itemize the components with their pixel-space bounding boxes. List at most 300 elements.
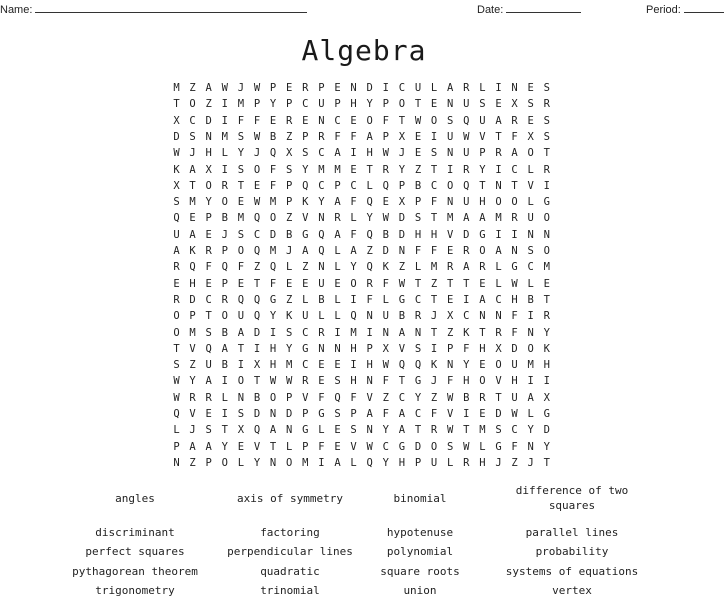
grid-letter[interactable]: I <box>318 456 325 469</box>
grid-letter[interactable]: L <box>382 293 389 306</box>
grid-letter[interactable]: S <box>543 82 550 94</box>
grid-letter[interactable]: Y <box>205 196 212 209</box>
grid-letter[interactable]: O <box>479 375 486 388</box>
grid-letter[interactable]: O <box>205 179 212 192</box>
grid-letter[interactable]: F <box>350 228 357 241</box>
grid-letter[interactable]: K <box>382 261 389 274</box>
grid-letter[interactable]: S <box>350 424 357 437</box>
grid-letter[interactable]: C <box>511 163 518 176</box>
grid-letter[interactable]: X <box>382 342 389 355</box>
grid-letter[interactable]: Z <box>414 163 422 176</box>
grid-letter[interactable]: N <box>447 196 454 209</box>
grid-letter[interactable]: I <box>253 342 261 355</box>
grid-letter[interactable]: J <box>495 456 502 469</box>
grid-letter[interactable]: I <box>463 408 470 420</box>
grid-letter[interactable]: T <box>463 277 470 290</box>
grid-letter[interactable]: P <box>302 130 309 143</box>
grid-letter[interactable]: K <box>286 310 293 323</box>
grid-letter[interactable]: C <box>398 391 406 404</box>
grid-letter[interactable]: Y <box>221 440 228 453</box>
grid-letter[interactable]: F <box>382 114 389 127</box>
grid-letter[interactable]: D <box>511 342 518 355</box>
grid-letter[interactable]: Q <box>334 391 341 404</box>
grid-letter[interactable]: E <box>237 440 245 453</box>
grid-letter[interactable]: D <box>543 424 550 437</box>
grid-letter[interactable]: V <box>479 130 486 143</box>
grid-letter[interactable]: U <box>173 228 180 241</box>
grid-letter[interactable]: M <box>430 261 438 274</box>
grid-letter[interactable]: G <box>269 293 277 306</box>
grid-letter[interactable]: O <box>511 196 518 209</box>
grid-letter[interactable]: F <box>414 245 422 257</box>
grid-letter[interactable]: A <box>495 114 502 127</box>
grid-letter[interactable]: Z <box>286 293 293 306</box>
grid-letter[interactable]: O <box>237 245 245 257</box>
grid-letter[interactable]: M <box>189 196 196 209</box>
grid-letter[interactable]: L <box>495 277 502 290</box>
grid-letter[interactable]: O <box>173 326 180 339</box>
grid-letter[interactable]: I <box>350 147 357 160</box>
grid-letter[interactable]: A <box>205 440 212 453</box>
grid-letter[interactable]: F <box>511 310 518 323</box>
grid-letter[interactable]: F <box>430 245 438 257</box>
grid-letter[interactable]: D <box>398 212 406 225</box>
grid-letter[interactable]: Z <box>205 98 212 111</box>
grid-letter[interactable]: H <box>269 342 277 355</box>
grid-letter[interactable]: Y <box>543 326 550 339</box>
grid-letter[interactable]: S <box>479 98 486 111</box>
grid-letter[interactable]: C <box>511 424 518 437</box>
grid-letter[interactable]: D <box>463 228 470 241</box>
grid-letter[interactable]: N <box>334 342 341 355</box>
grid-letter[interactable]: S <box>205 326 212 339</box>
grid-letter[interactable]: M <box>543 261 550 274</box>
grid-letter[interactable]: U <box>479 114 486 127</box>
grid-letter[interactable]: I <box>463 293 470 306</box>
grid-letter[interactable]: I <box>495 163 502 176</box>
grid-letter[interactable]: I <box>447 163 454 176</box>
grid-letter[interactable]: L <box>430 82 438 94</box>
grid-letter[interactable]: R <box>495 147 502 160</box>
grid-letter[interactable]: I <box>237 359 245 372</box>
grid-letter[interactable]: F <box>382 408 389 420</box>
grid-letter[interactable]: T <box>398 375 406 388</box>
grid-letter[interactable]: I <box>382 82 389 94</box>
grid-letter[interactable]: K <box>430 359 438 372</box>
grid-letter[interactable]: F <box>350 196 357 209</box>
grid-letter[interactable]: Y <box>463 359 470 372</box>
grid-letter[interactable]: B <box>414 179 422 192</box>
grid-letter[interactable]: A <box>447 82 454 94</box>
grid-letter[interactable]: P <box>302 440 309 453</box>
grid-letter[interactable]: C <box>205 293 212 306</box>
grid-letter[interactable]: J <box>253 147 261 160</box>
grid-letter[interactable]: S <box>237 163 245 176</box>
grid-letter[interactable]: Q <box>366 228 373 241</box>
grid-letter[interactable]: X <box>286 147 293 160</box>
grid-letter[interactable]: U <box>463 147 470 160</box>
grid-letter[interactable]: O <box>269 391 277 404</box>
grid-letter[interactable]: R <box>221 293 228 306</box>
grid-letter[interactable]: R <box>511 114 518 127</box>
grid-letter[interactable]: T <box>414 424 422 437</box>
grid-letter[interactable]: N <box>527 228 534 241</box>
grid-letter[interactable]: W <box>414 114 422 127</box>
grid-letter[interactable]: H <box>543 359 550 372</box>
grid-letter[interactable]: T <box>543 293 550 306</box>
grid-letter[interactable]: S <box>495 424 502 437</box>
grid-letter[interactable]: E <box>479 359 486 372</box>
grid-letter[interactable]: K <box>189 245 196 257</box>
grid-letter[interactable]: I <box>430 342 438 355</box>
grid-letter[interactable]: V <box>350 440 357 453</box>
grid-letter[interactable]: V <box>366 391 373 404</box>
grid-letter[interactable]: L <box>221 147 228 160</box>
grid-letter[interactable]: S <box>286 163 293 176</box>
grid-letter[interactable]: R <box>543 163 550 176</box>
grid-letter[interactable]: M <box>350 326 357 339</box>
grid-letter[interactable]: A <box>398 424 406 437</box>
grid-letter[interactable]: R <box>414 310 422 323</box>
grid-letter[interactable]: H <box>511 375 518 388</box>
grid-letter[interactable]: R <box>302 375 309 388</box>
grid-letter[interactable]: S <box>286 326 293 339</box>
grid-letter[interactable]: Z <box>382 391 389 404</box>
grid-letter[interactable]: Q <box>366 196 373 209</box>
grid-letter[interactable]: V <box>447 228 454 241</box>
grid-letter[interactable]: O <box>495 359 502 372</box>
grid-letter[interactable]: Y <box>350 261 357 274</box>
grid-letter[interactable]: X <box>398 130 406 143</box>
grid-letter[interactable]: I <box>334 326 341 339</box>
grid-letter[interactable]: P <box>366 342 373 355</box>
grid-letter[interactable]: C <box>398 82 406 94</box>
grid-letter[interactable]: G <box>414 375 422 388</box>
grid-letter[interactable]: N <box>366 424 373 437</box>
grid-letter[interactable]: V <box>527 179 534 192</box>
grid-letter[interactable]: C <box>527 261 534 274</box>
grid-letter[interactable]: S <box>173 359 180 372</box>
grid-letter[interactable]: O <box>221 310 228 323</box>
grid-letter[interactable]: T <box>447 277 454 290</box>
grid-letter[interactable]: N <box>398 245 406 257</box>
grid-letter[interactable]: H <box>269 359 277 372</box>
grid-letter[interactable]: F <box>269 277 277 290</box>
grid-letter[interactable]: L <box>237 456 245 469</box>
grid-letter[interactable]: J <box>527 456 534 469</box>
grid-letter[interactable]: J <box>286 245 293 257</box>
grid-letter[interactable]: E <box>527 114 534 127</box>
grid-letter[interactable]: E <box>414 147 422 160</box>
grid-letter[interactable]: X <box>527 130 534 143</box>
grid-letter[interactable]: A <box>366 408 373 420</box>
grid-letter[interactable]: A <box>511 147 518 160</box>
grid-letter[interactable]: T <box>253 375 261 388</box>
grid-letter[interactable]: Y <box>318 196 325 209</box>
grid-letter[interactable]: Q <box>398 359 406 372</box>
grid-letter[interactable]: E <box>253 179 261 192</box>
grid-letter[interactable]: F <box>366 293 373 306</box>
grid-letter[interactable]: P <box>334 98 341 111</box>
grid-letter[interactable]: P <box>286 391 293 404</box>
grid-letter[interactable]: N <box>318 261 325 274</box>
grid-letter[interactable]: B <box>221 326 228 339</box>
grid-letter[interactable]: E <box>334 440 341 453</box>
grid-letter[interactable]: P <box>398 179 406 192</box>
grid-letter[interactable]: G <box>398 440 406 453</box>
grid-letter[interactable]: J <box>398 147 406 160</box>
grid-letter[interactable]: C <box>414 408 422 420</box>
grid-letter[interactable]: T <box>430 326 438 339</box>
grid-letter[interactable]: E <box>286 82 293 94</box>
grid-letter[interactable]: P <box>447 342 454 355</box>
grid-letter[interactable]: L <box>286 440 293 453</box>
grid-letter[interactable]: J <box>237 82 245 94</box>
grid-letter[interactable]: D <box>269 228 277 241</box>
grid-letter[interactable]: P <box>286 179 293 192</box>
grid-letter[interactable]: X <box>543 391 550 404</box>
grid-letter[interactable]: R <box>495 326 502 339</box>
grid-letter[interactable]: W <box>173 391 180 404</box>
grid-letter[interactable]: U <box>430 456 438 469</box>
grid-letter[interactable]: P <box>205 456 212 469</box>
grid-letter[interactable]: M <box>221 130 228 143</box>
grid-letter[interactable]: B <box>253 391 261 404</box>
grid-letter[interactable]: W <box>447 391 454 404</box>
grid-letter[interactable]: I <box>430 130 438 143</box>
grid-letter[interactable]: W <box>221 82 228 94</box>
grid-letter[interactable]: D <box>205 114 212 127</box>
grid-letter[interactable]: V <box>447 408 454 420</box>
grid-letter[interactable]: M <box>269 245 277 257</box>
grid-letter[interactable]: R <box>511 212 518 225</box>
grid-letter[interactable]: T <box>414 98 422 111</box>
grid-letter[interactable]: N <box>366 375 373 388</box>
grid-letter[interactable]: T <box>463 424 470 437</box>
grid-letter[interactable]: G <box>302 228 309 241</box>
grid-letter[interactable]: D <box>398 228 406 241</box>
grid-letter[interactable]: U <box>511 359 518 372</box>
grid-letter[interactable]: R <box>543 310 550 323</box>
grid-letter[interactable]: T <box>237 179 245 192</box>
grid-letter[interactable]: T <box>189 179 196 192</box>
grid-letter[interactable]: O <box>430 440 438 453</box>
grid-letter[interactable]: A <box>237 326 245 339</box>
grid-letter[interactable]: M <box>189 326 196 339</box>
grid-letter[interactable]: Z <box>189 359 196 372</box>
grid-letter[interactable]: O <box>221 456 228 469</box>
grid-letter[interactable]: Q <box>253 293 261 306</box>
grid-letter[interactable]: N <box>414 326 422 339</box>
grid-letter[interactable]: U <box>527 212 534 225</box>
grid-letter[interactable]: I <box>366 326 373 339</box>
grid-letter[interactable]: C <box>334 114 341 127</box>
grid-letter[interactable]: V <box>302 391 309 404</box>
grid-letter[interactable]: E <box>543 277 550 290</box>
grid-letter[interactable]: R <box>463 245 470 257</box>
grid-letter[interactable]: Y <box>286 342 293 355</box>
grid-letter[interactable]: H <box>189 277 196 290</box>
grid-letter[interactable]: T <box>237 342 245 355</box>
grid-letter[interactable]: J <box>430 310 438 323</box>
grid-letter[interactable]: S <box>205 424 212 437</box>
grid-letter[interactable]: B <box>221 212 228 225</box>
grid-letter[interactable]: A <box>205 82 212 94</box>
grid-letter[interactable]: L <box>447 456 454 469</box>
grid-letter[interactable]: N <box>173 456 180 469</box>
grid-letter[interactable]: L <box>527 196 534 209</box>
grid-letter[interactable]: E <box>334 82 341 94</box>
grid-letter[interactable]: Z <box>286 212 293 225</box>
grid-letter[interactable]: A <box>463 261 470 274</box>
grid-letter[interactable]: F <box>269 163 277 176</box>
grid-letter[interactable]: P <box>479 147 486 160</box>
grid-letter[interactable]: S <box>527 98 534 111</box>
grid-letter[interactable]: T <box>253 277 261 290</box>
grid-letter[interactable]: I <box>350 293 357 306</box>
grid-letter[interactable]: O <box>543 212 550 225</box>
grid-letter[interactable]: W <box>253 196 261 209</box>
grid-letter[interactable]: Q <box>253 245 261 257</box>
grid-letter[interactable]: P <box>173 440 180 453</box>
grid-letter[interactable]: S <box>334 408 341 420</box>
grid-letter[interactable]: S <box>302 147 309 160</box>
grid-letter[interactable]: T <box>173 98 180 111</box>
grid-letter[interactable]: U <box>318 277 325 290</box>
grid-letter[interactable]: Q <box>189 261 196 274</box>
grid-letter[interactable]: X <box>173 179 180 192</box>
grid-letter[interactable]: O <box>543 245 550 257</box>
grid-letter[interactable]: L <box>366 179 373 192</box>
grid-letter[interactable]: T <box>543 147 550 160</box>
grid-letter[interactable]: N <box>543 228 550 241</box>
grid-letter[interactable]: H <box>430 228 438 241</box>
grid-letter[interactable]: P <box>189 310 196 323</box>
grid-letter[interactable]: B <box>286 228 293 241</box>
grid-letter[interactable]: T <box>414 277 422 290</box>
grid-letter[interactable]: R <box>479 391 486 404</box>
grid-letter[interactable]: N <box>318 114 325 127</box>
grid-letter[interactable]: E <box>382 196 389 209</box>
grid-letter[interactable]: Z <box>366 245 373 257</box>
grid-letter[interactable]: L <box>334 261 341 274</box>
grid-letter[interactable]: N <box>269 456 277 469</box>
grid-letter[interactable]: D <box>286 408 293 420</box>
grid-letter[interactable]: L <box>350 456 357 469</box>
grid-letter[interactable]: F <box>430 408 438 420</box>
grid-letter[interactable]: B <box>269 130 277 143</box>
grid-letter[interactable]: Z <box>286 130 293 143</box>
grid-letter[interactable]: R <box>334 212 341 225</box>
grid-letter[interactable]: M <box>237 212 245 225</box>
grid-letter[interactable]: D <box>414 440 422 453</box>
grid-letter[interactable]: L <box>479 82 486 94</box>
grid-letter[interactable]: P <box>382 98 389 111</box>
grid-letter[interactable]: O <box>479 245 486 257</box>
grid-letter[interactable]: W <box>398 277 406 290</box>
grid-letter[interactable]: E <box>237 196 245 209</box>
grid-letter[interactable]: Q <box>173 408 180 420</box>
grid-letter[interactable]: I <box>221 408 228 420</box>
grid-letter[interactable]: X <box>173 114 180 127</box>
grid-letter[interactable]: X <box>398 196 406 209</box>
grid-letter[interactable]: E <box>479 408 486 420</box>
grid-letter[interactable]: J <box>189 424 196 437</box>
grid-letter[interactable]: B <box>221 359 228 372</box>
grid-letter[interactable]: F <box>350 391 357 404</box>
grid-letter[interactable]: H <box>414 228 422 241</box>
grid-letter[interactable]: A <box>221 342 228 355</box>
grid-letter[interactable]: C <box>302 326 309 339</box>
grid-letter[interactable]: O <box>173 310 180 323</box>
grid-letter[interactable]: E <box>334 424 341 437</box>
grid-letter[interactable]: R <box>286 114 293 127</box>
grid-letter[interactable]: Y <box>543 440 550 453</box>
grid-letter[interactable]: Y <box>189 375 196 388</box>
grid-letter[interactable]: H <box>479 342 486 355</box>
grid-letter[interactable]: S <box>237 130 245 143</box>
grid-letter[interactable]: Y <box>302 163 309 176</box>
grid-letter[interactable]: U <box>237 310 245 323</box>
grid-letter[interactable]: T <box>366 163 373 176</box>
grid-letter[interactable]: I <box>221 163 228 176</box>
grid-letter[interactable]: I <box>527 375 534 388</box>
grid-letter[interactable]: I <box>221 114 228 127</box>
grid-letter[interactable]: Y <box>366 212 373 225</box>
grid-letter[interactable]: L <box>334 293 341 306</box>
grid-letter[interactable]: E <box>302 114 309 127</box>
grid-letter[interactable]: R <box>173 293 180 306</box>
grid-letter[interactable]: Z <box>189 456 196 469</box>
grid-letter[interactable]: P <box>350 408 357 420</box>
grid-letter[interactable]: E <box>527 82 534 94</box>
grid-letter[interactable]: D <box>253 326 261 339</box>
grid-letter[interactable]: T <box>221 424 228 437</box>
grid-letter[interactable]: U <box>463 98 470 111</box>
grid-letter[interactable]: G <box>318 408 325 420</box>
grid-letter[interactable]: R <box>463 163 470 176</box>
grid-letter[interactable]: W <box>382 212 389 225</box>
grid-letter[interactable]: P <box>414 456 422 469</box>
grid-letter[interactable]: Q <box>173 212 180 225</box>
grid-letter[interactable]: X <box>253 359 261 372</box>
grid-letter[interactable]: E <box>205 408 212 420</box>
grid-letter[interactable]: P <box>318 82 325 94</box>
grid-letter[interactable]: T <box>479 179 486 192</box>
grid-letter[interactable]: I <box>511 228 518 241</box>
grid-letter[interactable]: W <box>463 130 470 143</box>
grid-letter[interactable]: A <box>334 456 341 469</box>
grid-letter[interactable]: R <box>205 245 212 257</box>
grid-letter[interactable]: U <box>414 82 422 94</box>
grid-letter[interactable]: R <box>221 179 228 192</box>
grid-letter[interactable]: R <box>302 82 309 94</box>
grid-letter[interactable]: E <box>237 277 245 290</box>
grid-letter[interactable]: E <box>302 277 309 290</box>
grid-letter[interactable]: V <box>495 375 502 388</box>
grid-letter[interactable]: I <box>269 326 277 339</box>
grid-letter[interactable]: E <box>173 277 180 290</box>
grid-letter[interactable]: S <box>414 212 422 225</box>
grid-letter[interactable]: W <box>511 277 518 290</box>
grid-letter[interactable]: M <box>237 98 245 111</box>
grid-letter[interactable]: Q <box>253 310 261 323</box>
grid-letter[interactable]: A <box>334 228 341 241</box>
grid-letter[interactable]: A <box>205 375 212 388</box>
grid-letter[interactable]: O <box>253 163 261 176</box>
grid-letter[interactable]: Q <box>366 456 373 469</box>
grid-letter[interactable]: H <box>366 147 373 160</box>
